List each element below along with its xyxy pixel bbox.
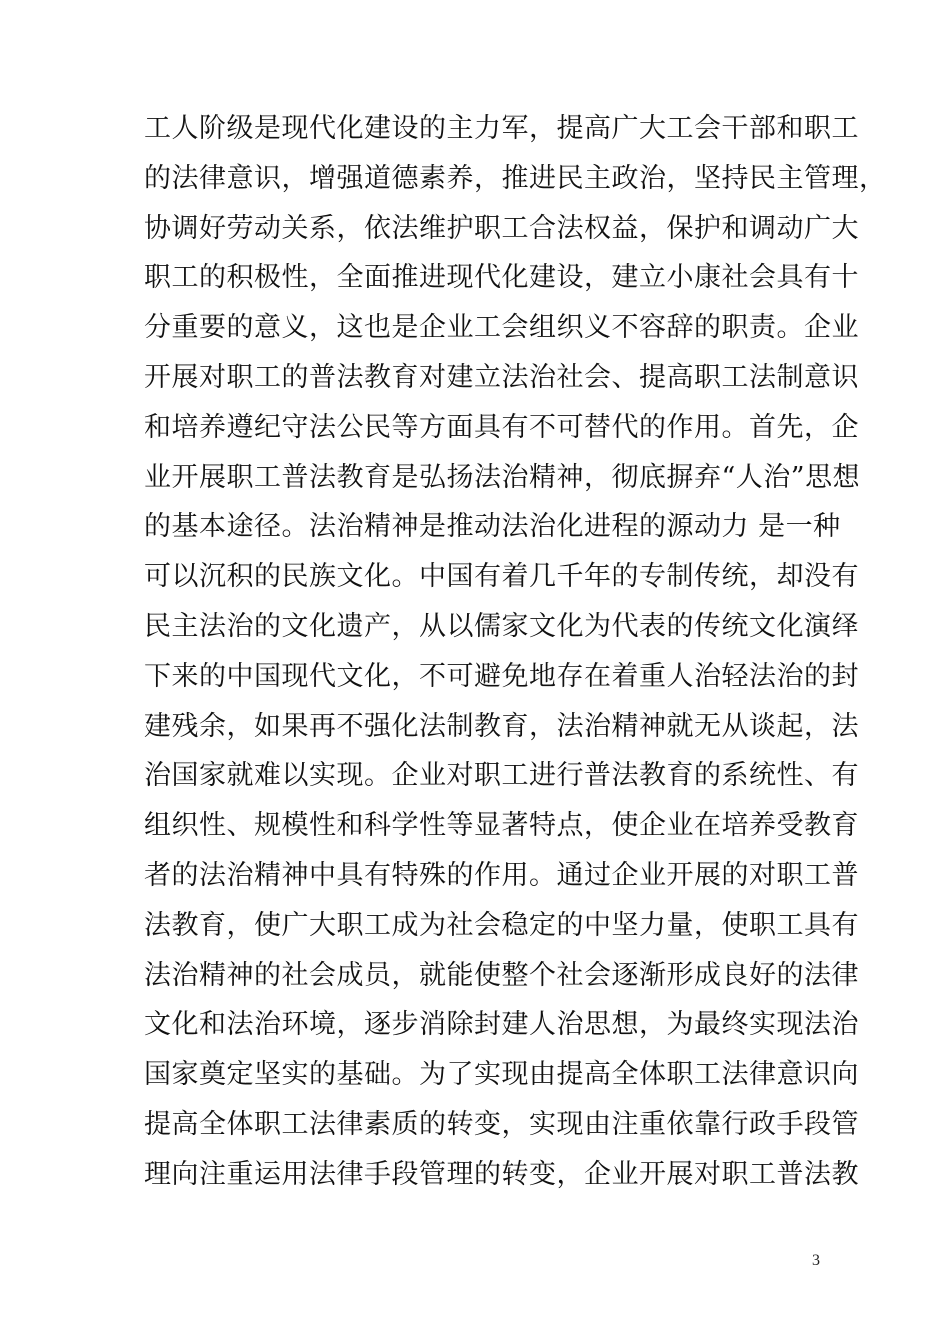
text-line-21: 提高全体职工法律素质的转变，实现由注重依靠行政手段管 — [144, 1108, 859, 1140]
text-line-2: 的法律意识，增强道德素养，推进民主政治，坚持民主管理， — [144, 162, 887, 194]
text-line-11: 民主法治的文化遗产，从以儒家文化为代表的传统文化演绎 — [144, 610, 859, 642]
page-number: 3 — [812, 1252, 820, 1269]
text-line-5: 分重要的意义，这也是企业工会组织义不容辞的职责。企业 — [144, 312, 859, 344]
text-line-8: 业开展职工普法教育是弘扬法治精神，彻底摒弃“人治”思想 — [144, 461, 861, 493]
text-line-12: 下来的中国现代文化，不可避免地存在着重人治轻法治的封 — [144, 660, 859, 692]
text-line-14: 治国家就难以实现。企业对职工进行普法教育的系统性、有 — [144, 760, 859, 792]
text-line-10: 可以沉积的民族文化。中国有着几千年的专制传统，却没有 — [144, 561, 859, 593]
text-line-16: 者的法治精神中具有特殊的作用。通过企业开展的对职工普 — [144, 859, 859, 891]
text-line-13: 建残余，如果再不强化法制教育，法治精神就无从谈起，法 — [144, 710, 859, 742]
text-line-20: 国家奠定坚实的基础。为了实现由提高全体职工法律意识向 — [144, 1059, 859, 1091]
text-line-15: 组织性、规模性和科学性等显著特点，使企业在培养受教育 — [144, 810, 859, 842]
text-line-3: 协调好劳动关系，依法维护职工合法权益，保护和调动广大 — [144, 212, 859, 244]
text-line-1: 工人阶级是现代化建设的主力军，提高广大工会干部和职工 — [144, 113, 859, 144]
text-line-7: 和培养遵纪守法公民等方面具有不可替代的作用。首先，企 — [144, 411, 859, 443]
body-paragraph — [144, 104, 887, 1200]
text-line-18: 法治精神的社会成员，就能使整个社会逐渐形成良好的法律 — [144, 959, 859, 991]
text-line-4: 职工的积极性，全面推进现代化建设，建立小康社会具有十 — [144, 262, 859, 294]
text-line-9: 的基本途径。法治精神是推动法治化进程的源动力 是一种 — [144, 511, 841, 543]
text-line-22: 理向注重运用法律手段管理的转变，企业开展对职工普法教 — [144, 1158, 859, 1190]
text-line-19: 文化和法治环境，逐步消除封建人治思想，为最终实现法治 — [144, 1009, 859, 1041]
text-line-17: 法教育，使广大职工成为社会稳定的中坚力量，使职工具有 — [144, 909, 859, 941]
text-line-6: 开展对职工的普法教育对建立法治社会、提高职工法制意识 — [144, 361, 859, 393]
